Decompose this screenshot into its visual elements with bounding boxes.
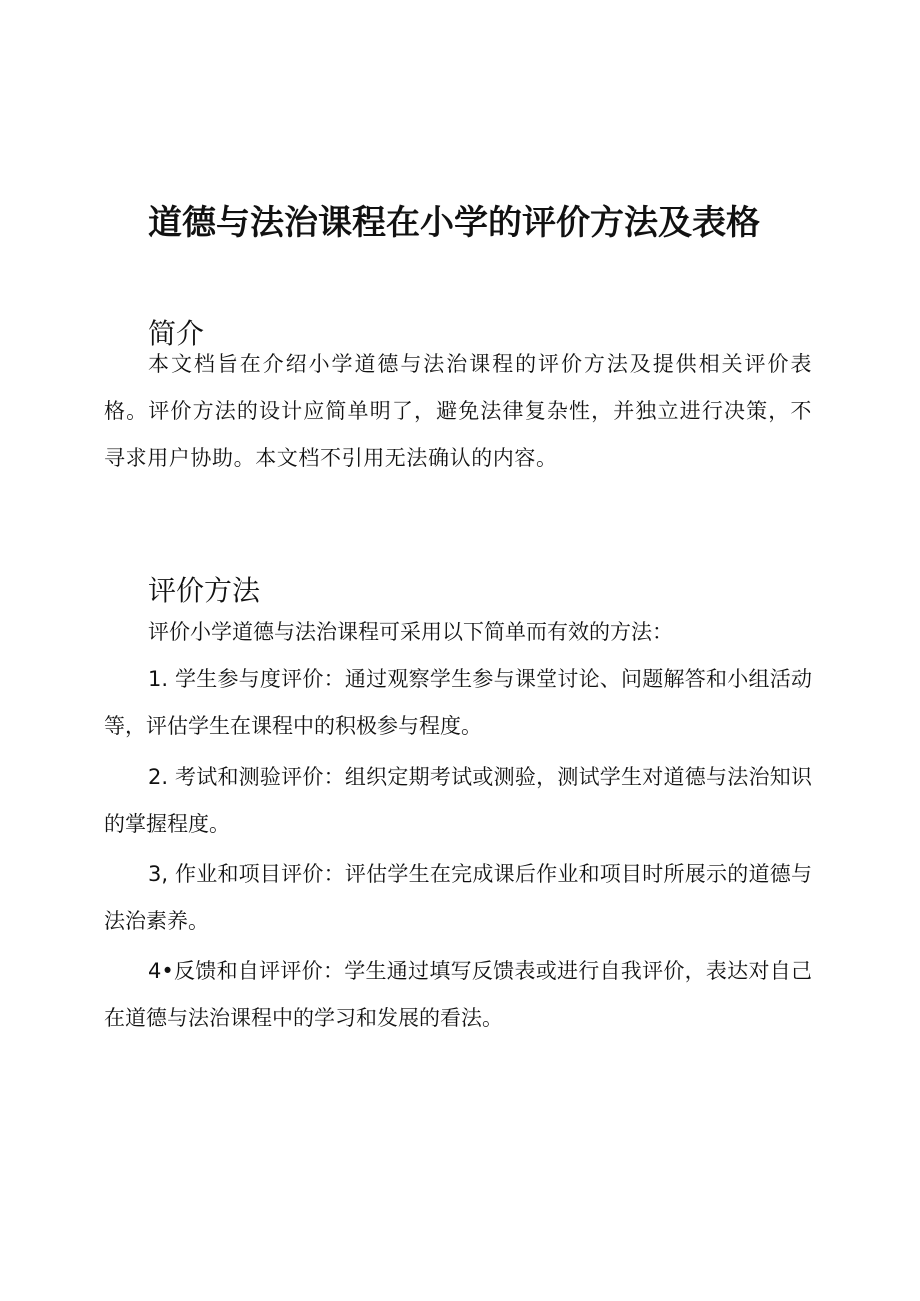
section-heading-intro: 简介 — [148, 317, 205, 351]
method-item-1: 1. 学生参与度评价：通过观察学生参与课堂讨论、问题解答和小组活动等，评估学生在课程中的积极参与程度。 — [104, 667, 812, 738]
intro-paragraph: 本文档旨在介绍小学道德与法治课程的评价方法及提供相关评价表格。评价方法的设计应简单明了，避免法律复杂性，并独立进行决策，不寻求用户协助。本文档不引用无法确认的内容。 — [104, 352, 812, 470]
method-item-2: 2. 考试和测验评价：组织定期考试或测验，测试学生对道德与法治知识的掌握程度。 — [104, 765, 812, 836]
section-heading-methods: 评价方法 — [148, 574, 261, 608]
document-title: 道德与法治课程在小学的评价方法及表格 — [148, 202, 760, 243]
method-item-4: 4•反馈和自评评价：学生通过填写反馈表或进行自我评价，表达对自己在道德与法治课程中的学习和发展的看法。 — [104, 959, 812, 1030]
methods-intro-paragraph: 评价小学道德与法治课程可采用以下简单而有效的方法： — [148, 620, 673, 644]
method-item-3: 3, 作业和项目评价：评估学生在完成课后作业和项目时所展示的道德与法治素养。 — [104, 862, 812, 933]
